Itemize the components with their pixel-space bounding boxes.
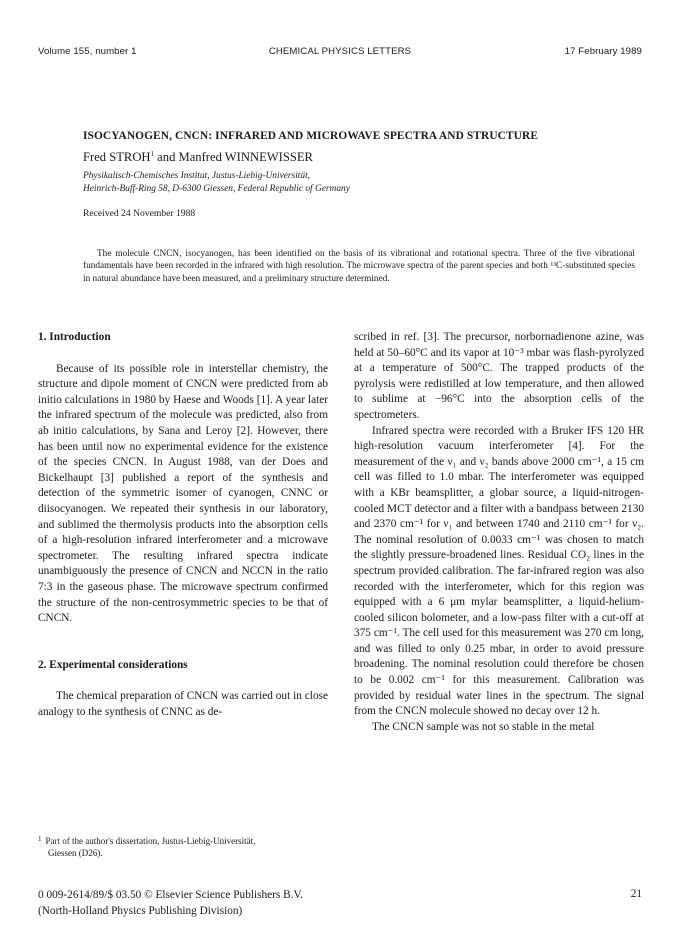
volume-label: Volume 155, number 1 <box>38 46 137 57</box>
intro-paragraph: Because of its possible role in interstellar chemistry, the structure and dipole moment of CNCN were predicted from ab initio calculations in 1980 by Haese and Woods [1]. A year later the infrared spectrum of the molecule was predicted, also from ab initio calculations, by Sana and Leroy [2]. However, there has been until now no experimental evidence for the existence of the species CNCN. In August 1988, van der Does and Bickelhaupt [3] published a report of the synthesis and detection of the symmetric isomer of cyanogen, CNNC or diisocyanogen. We repeated their synthesis in our laboratory, and sublimed the thermolysis products into the absorption cells of a high-resolution infrared interferometer and a microwave spectrometer. The resulting infrared spectra indicate unambiguously the presence of CNCN and NCCN in the ratio 7:3 in the gaseous phase. The microwave spectrum confirmed the structure of the non-centrosymmetric species to be that of CNCN. <box>38 362 328 625</box>
paper-title: ISOCYANOGEN, CNCN: INFRARED AND MICROWAVE SPECTRA AND STRUCTURE <box>83 130 539 142</box>
right-paragraph-2: Infrared spectra were recorded with a Bruker IFS 120 HR high-resolution vacuum interferometer [4]. For the measurement of the ν₁ and ν₂ bands above 2000 cm⁻¹, a 15 cm cell was filled to 1.0 mbar. The interferometer was equipped with a KBr beamsplitter, a globar source, a liquid-nitrogen-cooled MCT detector and a filter with a bandpass between 2130 and 2370 cm⁻¹ for ν₁ and between 1740 and 2110 cm⁻¹ for ν₂. The nominal resolution of 0.0033 cm⁻¹ was chosen to match the slightly pressure-broadened lines. Residual CO₂ lines in the spectrum provided calibration. The far-infrared region was also recorded with the interferometer, which for this region was equipped with a 6 μm mylar beamsplitter, a liquid-helium-cooled silicon bolometer, and a low-pass filter with a cut-off at 375 cm⁻¹. The cell used for this measurement was 270 cm long, and was filled to only 0.25 mbar, in order to avoid pressure broadening. The nominal resolution could therefore be chosen to be 0.002 cm⁻¹ for this measurement. Calibration was provided by residual water lines in the spectrum. The signal from the CNCN molecule showed no decay over 12 h. <box>354 424 644 718</box>
experimental-paragraph: The chemical preparation of CNCN was carried out in close analogy to the synthesis of CNNC as de- <box>38 690 328 718</box>
section-heading-introduction: 1. Introduction <box>38 331 111 343</box>
footnote <box>38 834 328 859</box>
copyright-line: 0 009-2614/89/$ 03.50 © Elsevier Science Publishers B.V. <box>38 889 304 901</box>
page-number: 21 <box>630 888 642 900</box>
author-conjunction: and <box>154 150 179 165</box>
journal-name: CHEMICAL PHYSICS LETTERS <box>268 46 412 57</box>
running-header <box>38 46 642 60</box>
footnote-mark: 1 <box>38 835 42 843</box>
abstract-text: The molecule CNCN, isocyanogen, has been identified on the basis of its vibrational and rotational spectra. Three of the five vibrational fundamentals have been recorded in the infrared with high resolution. The microwave spectra of the parent species and both ¹³C-substituted species in natural abundance have been measured, and a preliminary structure determined. <box>83 249 635 284</box>
publisher-division: (North-Holland Physics Publishing Division) <box>38 904 243 917</box>
issue-date: 17 February 1989 <box>564 46 642 57</box>
right-paragraph-1: scribed in ref. [3]. The precursor, norbornadienone azine, was held at 50–60°C and its vapor at 10⁻³ mbar was flash-pyrolyzed at a temperature of 500°C. The trapped products of the pyrolysis were redistilled at low temperature, and then allowed to sublime at −96°C into the absorption cells of the spectrometers. <box>354 331 644 421</box>
author-footnote-mark: 1 <box>150 150 155 158</box>
author-2: Manfred WINNEWISSER <box>178 150 313 165</box>
right-paragraph-3: The CNCN sample was not so stable in the metal <box>372 720 595 733</box>
authors <box>83 150 313 165</box>
abstract <box>83 248 635 285</box>
affiliation <box>83 170 350 195</box>
footnote-line-2: Giessen (D26). <box>48 847 103 858</box>
author-1: Fred STROH <box>83 150 151 165</box>
footnote-line-1: Part of the author's dissertation, Justus-Liebig-Universität, <box>45 836 256 846</box>
affiliation-line-2: Heinrich-Buff-Ring 58, D-6300 Giessen, Federal Republic of Germany <box>83 183 350 194</box>
affiliation-line-1: Physikalisch-Chemisches Institut, Justus-Liebig-Universität, <box>83 171 311 181</box>
right-column <box>354 330 644 735</box>
left-column <box>38 330 328 720</box>
publisher-footer <box>38 888 303 919</box>
received-date: Received 24 November 1988 <box>83 208 196 219</box>
section-heading-experimental: 2. Experimental considerations <box>38 658 188 671</box>
